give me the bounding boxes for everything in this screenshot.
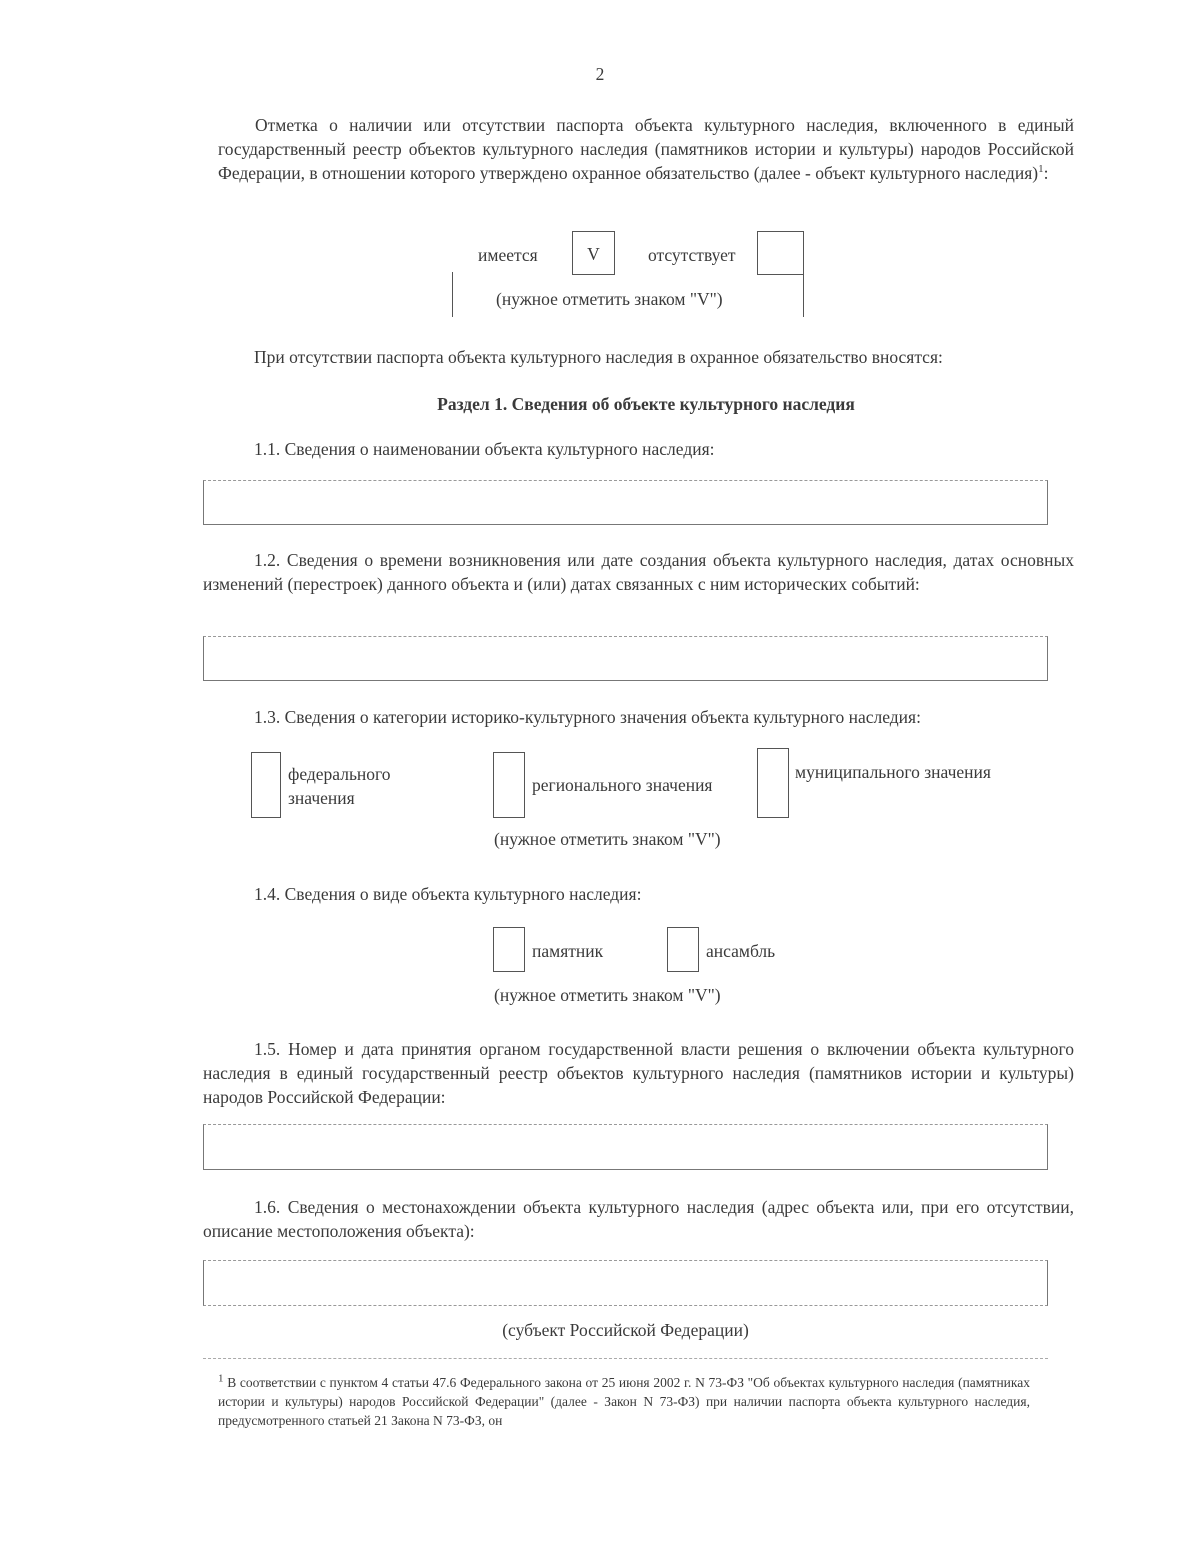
footnote-text: В соответствии с пунктом 4 статьи 47.6 Федерального закона от 25 июня 2002 г. N 73-ФЗ "Об объектах культурного наследия (памятниках истории и культуры) народов Российской Федерации" (далее - Закон N 73-ФЗ) при наличии паспорта объекта культурного наследия, предусмотренного статьей 21 Закона N 73-ФЗ, он	[218, 1375, 1030, 1428]
kind-ensemble-checkbox[interactable]	[667, 927, 699, 972]
category-municipal-checkbox[interactable]	[757, 748, 789, 818]
item-1-1-field[interactable]	[203, 480, 1048, 525]
intro-colon: :	[1043, 163, 1049, 183]
item-1-3-label: 1.3. Сведения о категории историко-культурного значения объекта культурного наследия:	[254, 707, 921, 727]
category-federal-checkbox[interactable]	[251, 752, 281, 818]
bracket-left-line	[452, 272, 453, 317]
page-number: 2	[595, 64, 605, 84]
intro-text: Отметка о наличии или отсутствии паспорта объекта культурного наследия, включенного в единый государственный реестр объектов культурного наследия (памятников истории и культуры) народов Российской Федерации, в отношении которого утверждено охранное обязательство (далее - объект культурного наследия)	[218, 115, 1074, 183]
item-1-5-label: 1.5. Номер и дата принятия органом государственной власти решения о включении объекта культурного наследия в единый государственный реестр объектов культурного наследия (памятников истории и культуры) народов Российской Федерации:	[203, 1039, 1074, 1107]
passport-has-label: имеется	[478, 245, 538, 265]
footnote	[218, 1373, 1030, 1430]
passport-hint: (нужное отметить знаком "V")	[496, 289, 723, 309]
category-federal-label: федерального значения	[288, 764, 391, 808]
kind-ensemble-label: ансамбль	[706, 941, 776, 961]
item-1-4-label: 1.4. Сведения о виде объекта культурного наследия:	[254, 884, 642, 904]
footnote-mark: 1	[218, 1372, 224, 1385]
passport-absent-checkbox[interactable]	[757, 231, 804, 275]
passport-absent-label: отсутствует	[648, 245, 736, 265]
item-1-5-field[interactable]	[203, 1124, 1048, 1170]
footnote-separator	[203, 1358, 1048, 1360]
category-regional-checkbox[interactable]	[493, 752, 525, 818]
passport-has-mark: V	[587, 244, 600, 264]
footnote-ref: 1	[1038, 163, 1044, 176]
item-1-1-label: 1.1. Сведения о наименовании объекта культурного наследия:	[254, 439, 715, 459]
section-1-title: Раздел 1. Сведения об объекте культурного наследия	[437, 394, 855, 414]
item-1-2-label: 1.2. Сведения о времени возникновения или дате создания объекта культурного наследия, датах основных изменений (перестроек) данного объекта и (или) датах связанных с ним исторических событий:	[203, 550, 1074, 594]
item-1-6-label: 1.6. Сведения о местонахождении объекта культурного наследия (адрес объекта или, при его отсутствии, описание местоположения объекта):	[203, 1197, 1074, 1241]
category-regional-label: регионального значения	[532, 775, 713, 795]
item-1-2-field[interactable]	[203, 636, 1048, 681]
kind-monument-label: памятник	[532, 941, 604, 961]
bracket-right-line	[803, 272, 804, 317]
passport-has-checkbox[interactable]	[572, 231, 615, 275]
item-1-6-field[interactable]	[203, 1260, 1048, 1306]
if-absent-text: При отсутствии паспорта объекта культурного наследия в охранное обязательство вносятся:	[254, 347, 943, 367]
subject-caption: (субъект Российской Федерации)	[502, 1320, 749, 1340]
category-municipal-label: муниципального значения	[795, 762, 991, 782]
kind-monument-checkbox[interactable]	[493, 927, 525, 972]
category-hint: (нужное отметить знаком "V")	[494, 829, 721, 849]
intro-paragraph	[218, 113, 1074, 185]
kind-hint: (нужное отметить знаком "V")	[494, 985, 721, 1005]
